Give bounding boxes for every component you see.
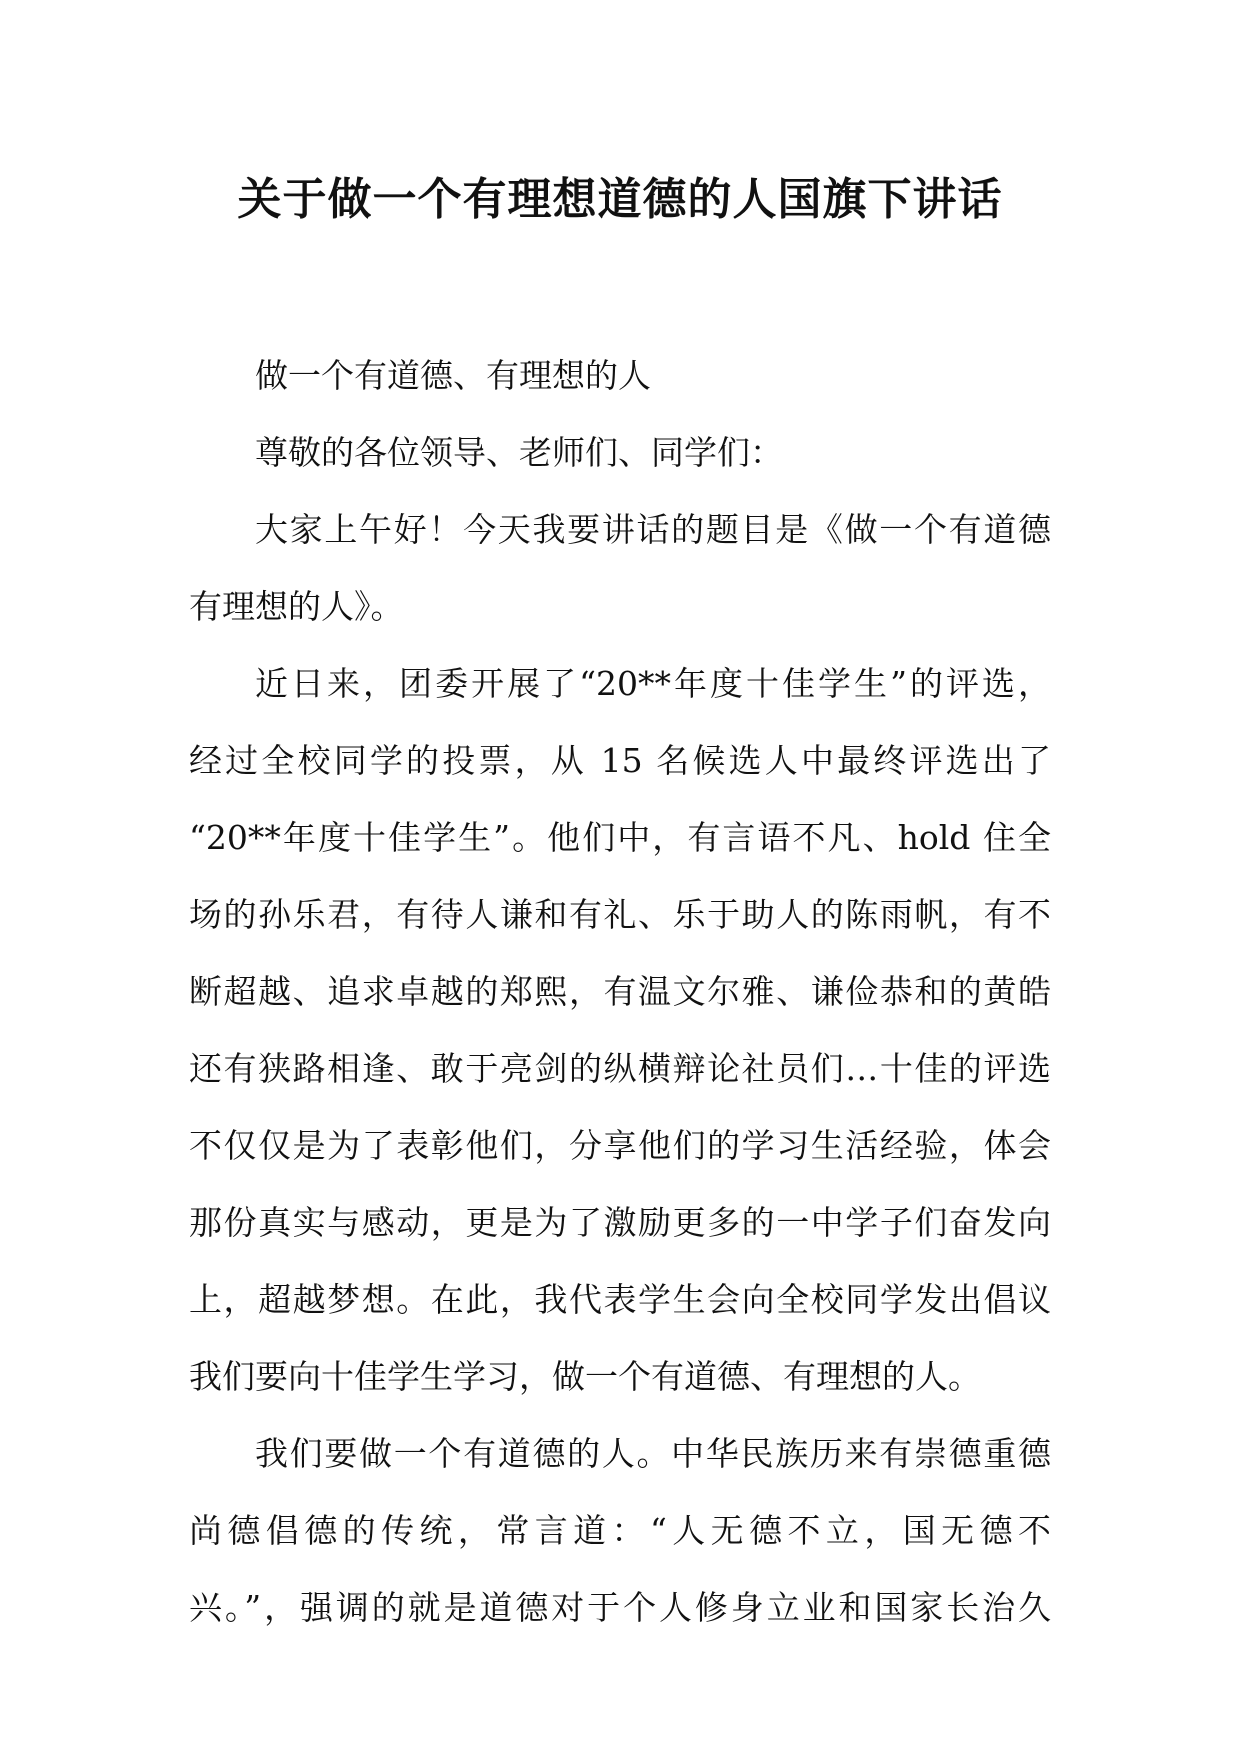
text-line: 断超越、追求卓越的郑熙，有温文尔雅、谦俭恭和的黄皓	[189, 972, 1051, 1011]
text-line: 不仅仅是为了表彰他们，分享他们的学习生活经验，体会	[189, 1126, 1051, 1165]
text-line: 上，超越梦想。在此，我代表学生会向全校同学发出倡议	[189, 1280, 1051, 1319]
document-body	[189, 337, 1051, 1646]
text-line: 做一个有道德、有理想的人	[255, 356, 651, 395]
document-title: 关于做一个有理想道德的人国旗下讲话	[237, 174, 1003, 225]
text-line: 近日来，团委开展了“20**年度十佳学生”的评选，	[255, 664, 1051, 703]
text-line: 有理想的人》。	[189, 587, 404, 626]
text-line: 经过全校同学的投票，从 15 名候选人中最终评选出了	[189, 741, 1051, 780]
text-line: 还有狭路相逢、敢于亮剑的纵横辩论社员们…十佳的评选	[189, 1049, 1051, 1088]
text-line: 大家上午好！今天我要讲话的题目是《做一个有道德	[255, 510, 1051, 549]
text-line: 我们要做一个有道德的人。中华民族历来有崇德重德	[255, 1434, 1051, 1473]
text-line: 尚德倡德的传统，常言道：“人无德不立，国无德不	[189, 1511, 1051, 1550]
text-line: 我们要向十佳学生学习，做一个有道德、有理想的人。	[189, 1357, 981, 1396]
text-line: 兴。”，强调的就是道德对于个人修身立业和国家长治久	[189, 1588, 1051, 1627]
text-line: 场的孙乐君，有待人谦和有礼、乐于助人的陈雨帆，有不	[189, 895, 1051, 934]
text-line: “20**年度十佳学生”。他们中，有言语不凡、hold 住全	[189, 818, 1051, 857]
text-line: 那份真实与感动，更是为了激励更多的一中学子们奋发向	[189, 1203, 1051, 1242]
text-line: 尊敬的各位领导、老师们、同学们：	[255, 433, 783, 472]
